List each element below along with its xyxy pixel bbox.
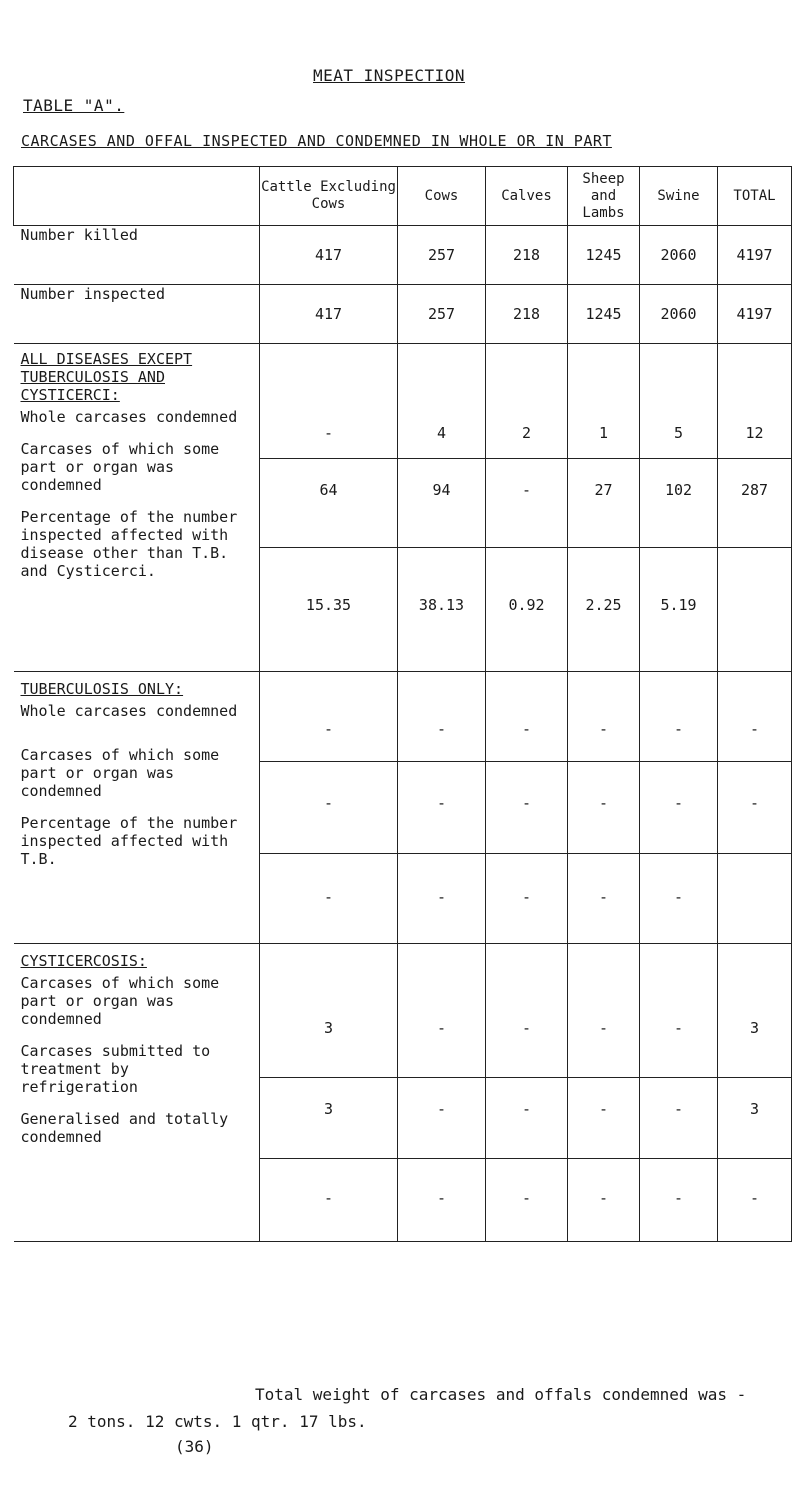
table-cell: -: [718, 1159, 792, 1242]
table-cell: -: [486, 854, 568, 944]
table-cell: 15.35: [260, 548, 398, 672]
page-number: (36): [175, 1437, 214, 1456]
table-cell: -: [640, 1159, 718, 1242]
table-cell: 4: [398, 344, 486, 459]
table-cell: 102: [640, 459, 718, 548]
row-label: Percentage of the number inspected affected with disease other than T.B. and Cysticerci.: [20, 508, 238, 580]
table-cell: 3: [260, 1078, 398, 1159]
table-cell: -: [568, 1159, 640, 1242]
table-cell: -: [640, 854, 718, 944]
table-cell: 4197: [718, 285, 792, 344]
table-cell: -: [640, 1078, 718, 1159]
table-cell: -: [640, 762, 718, 854]
table-cell: -: [718, 762, 792, 854]
section-tuberculosis: [14, 672, 260, 944]
table-cell: -: [260, 762, 398, 854]
row-label: Carcases of which some part or organ was condemned: [20, 746, 220, 800]
table-cell: -: [568, 854, 640, 944]
table-cell: 218: [486, 285, 568, 344]
table-cell: 5.19: [640, 548, 718, 672]
col-header-sheep: Sheep and Lambs: [568, 167, 640, 226]
table-cell: -: [398, 1078, 486, 1159]
col-header-cows: Cows: [398, 167, 486, 226]
table-cell: 1: [568, 344, 640, 459]
table-row: [14, 672, 792, 762]
table-cell: 5: [640, 344, 718, 459]
total-weight-text: Total weight of carcases and offals condemned was -: [255, 1385, 747, 1404]
header-empty-cell: [14, 167, 260, 226]
table-cell: -: [398, 762, 486, 854]
section-all-diseases: [14, 344, 260, 672]
table-row: [14, 344, 792, 459]
table-cell: -: [398, 672, 486, 762]
page-title: MEAT INSPECTION: [313, 66, 465, 85]
header-row: [14, 167, 792, 226]
section-title: ALL DISEASES EXCEPT TUBERCULOSIS AND CYSTICERCI:: [20, 350, 193, 404]
table-cell: -: [486, 672, 568, 762]
table-cell: 257: [398, 285, 486, 344]
table-cell: -: [486, 944, 568, 1078]
table-cell: 94: [398, 459, 486, 548]
table-cell: 3: [718, 1078, 792, 1159]
meat-inspection-table: [13, 166, 792, 1242]
table-cell: -: [640, 944, 718, 1078]
col-header-calves: Calves: [486, 167, 568, 226]
col-header-total: TOTAL: [718, 167, 792, 226]
table-cell: -: [398, 1159, 486, 1242]
table-cell: -: [568, 944, 640, 1078]
table-row: [14, 944, 792, 1078]
table-cell: -: [568, 762, 640, 854]
table-cell: 257: [398, 226, 486, 285]
row-label: Whole carcases condemned: [20, 702, 238, 720]
table-cell: -: [568, 1078, 640, 1159]
table-cell: 2.25: [568, 548, 640, 672]
col-header-swine: Swine: [640, 167, 718, 226]
table-cell: -: [568, 672, 640, 762]
table-cell: -: [260, 1159, 398, 1242]
row-label: Generalised and totally condemned: [20, 1110, 229, 1146]
table-cell: -: [260, 854, 398, 944]
table-cell: -: [486, 1078, 568, 1159]
table-cell: 38.13: [398, 548, 486, 672]
table-cell: 12: [718, 344, 792, 459]
table-row: [14, 285, 792, 344]
row-label: Number killed: [14, 226, 260, 285]
table-cell: 218: [486, 226, 568, 285]
table-cell: -: [260, 344, 398, 459]
table-cell: 3: [718, 944, 792, 1078]
section-title: CYSTICERCOSIS:: [20, 952, 147, 970]
table-cell: 1245: [568, 226, 640, 285]
table-label: TABLE "A".: [23, 96, 125, 115]
section-cysticercosis: [14, 944, 260, 1242]
table-cell: 1245: [568, 285, 640, 344]
table-cell: 64: [260, 459, 398, 548]
row-label: Carcases of which some part or organ was condemned: [20, 440, 220, 494]
row-label: Number inspected: [14, 285, 260, 344]
table-cell: 417: [260, 226, 398, 285]
table-cell: -: [718, 672, 792, 762]
table-cell: 3: [260, 944, 398, 1078]
table-cell: 2060: [640, 285, 718, 344]
table-cell: 27: [568, 459, 640, 548]
section-title: TUBERCULOSIS ONLY:: [20, 680, 184, 698]
table-cell: -: [398, 854, 486, 944]
table-cell: -: [486, 459, 568, 548]
table-cell: 417: [260, 285, 398, 344]
table-cell: [718, 854, 792, 944]
row-label: Whole carcases condemned: [20, 408, 238, 426]
table-cell: -: [398, 944, 486, 1078]
row-label: Carcases of which some part or organ was condemned: [20, 974, 220, 1028]
table-row: [14, 226, 792, 285]
col-header-cattle: Cattle Excluding Cows: [260, 167, 398, 226]
table-subtitle: CARCASES AND OFFAL INSPECTED AND CONDEMNED IN WHOLE OR IN PART: [21, 132, 612, 150]
table-cell: -: [260, 672, 398, 762]
row-label: Carcases submitted to treatment by refrigeration: [20, 1042, 211, 1096]
table-cell: 0.92: [486, 548, 568, 672]
table-cell: 2: [486, 344, 568, 459]
row-label: Percentage of the number inspected affected with T.B.: [20, 814, 238, 868]
table-cell: [718, 548, 792, 672]
table-cell: -: [486, 1159, 568, 1242]
table-cell: 287: [718, 459, 792, 548]
table-cell: -: [486, 762, 568, 854]
table-cell: -: [640, 672, 718, 762]
table-cell: 2060: [640, 226, 718, 285]
total-weight-value: 2 tons. 12 cwts. 1 qtr. 17 lbs.: [68, 1412, 367, 1431]
table-cell: 4197: [718, 226, 792, 285]
